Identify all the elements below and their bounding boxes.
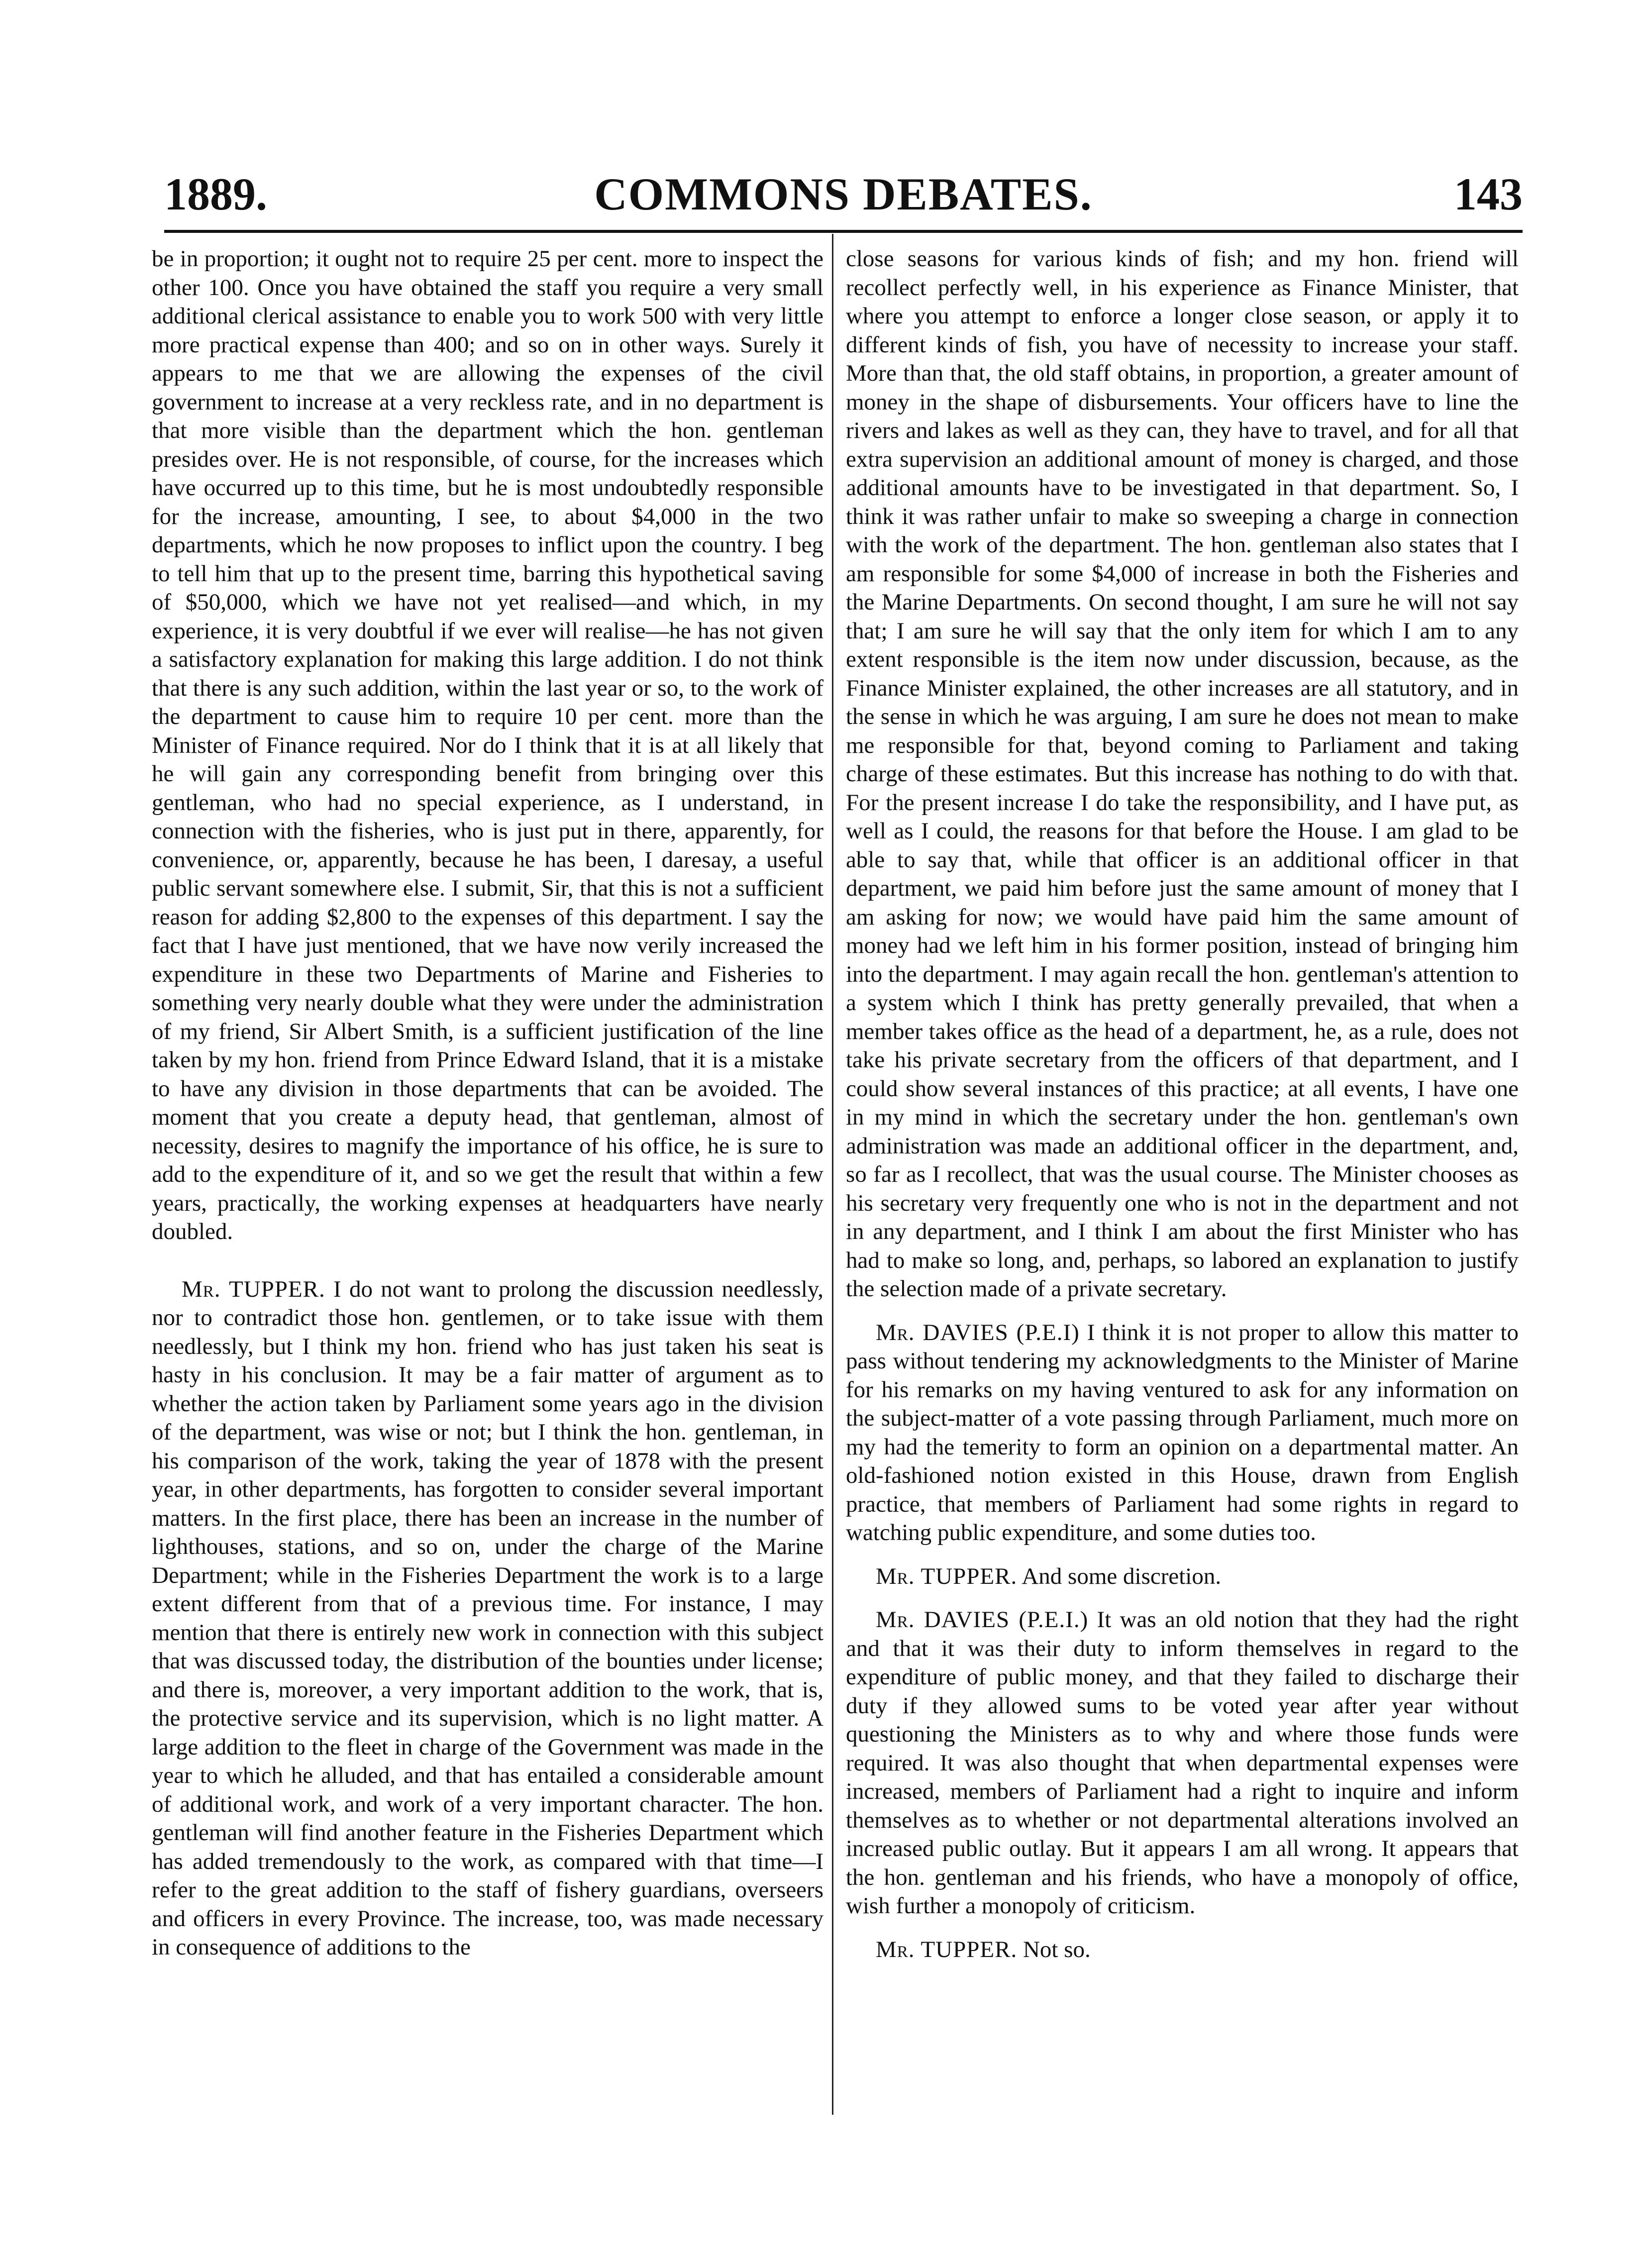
right-paragraph-4 <box>846 1606 1519 1921</box>
speaker-name: Mr. DAVIES (P.E.I) <box>876 1319 1080 1345</box>
page-header <box>164 164 1523 224</box>
header-rule <box>164 230 1523 233</box>
speaker-name: Mr. TUPPER. <box>182 1276 325 1302</box>
speaker-name: Mr. TUPPER. <box>876 1563 1018 1589</box>
right-paragraph-5 <box>846 1936 1519 1964</box>
speaker-name: Mr. TUPPER. <box>876 1936 1018 1962</box>
left-column <box>152 245 823 1962</box>
right-paragraph-2 <box>846 1319 1519 1547</box>
header-title: COMMONS DEBATES. <box>594 169 1093 219</box>
speech-text: Not so. <box>1017 1936 1091 1962</box>
speaker-name: Mr. DAVIES (P.E.I.) <box>876 1607 1089 1633</box>
left-paragraph-2 <box>152 1275 823 1962</box>
speech-text: I think it is not proper to allow this matter to pass without tendering my acknowledgments to the Minister of Marine for his remarks on my having ventured to ask for any information on the subject-matter of a vote passing through Parliament, much more on my had the temerity to form an opinion on a departmental matter. An old-fashioned notion existed in this House, drawn from English practice, that members of Parliament had some rights in regard to watching public expenditure, and some duties too. <box>846 1319 1519 1546</box>
right-column <box>846 245 1519 1964</box>
speech-text: I do not want to prolong the discussion needlessly, nor to contradict those hon. gentlemen, or to take issue with them needlessly, but I think my hon. friend who has just taken his seat is hasty in his conclusion. It may be a fair matter of argument as to whether the action taken by Parliament some years ago in the division of the department, was wise or not; but I think the hon. gentleman, in his comparison of the work, taking the year of 1878 with the present year, in other departments, has forgotten to consider several important matters. In the first place, there has been an increase in the number of lighthouses, stations, and so on, under the charge of the Marine Department; while in the Fisheries Department the work is to a large extent different from that of a previous time. For instance, I may mention that there is entirely new work in connection with this subject that was discussed today, the distribution of the bounties under license; and there is, moreover, a very important addition to the work, that is, the protective service and its supervision, which is no light matter. A large addition to the fleet in charge of the Government was made in the year to which he alluded, and that has entailed a considerable amount of additional work, and work of a very important character. The hon. gentleman will find another feature in the Fisheries Department which has added tremendously to the work, as compared with that time—I refer to the great addition to the staff of fishery guardians, overseers and officers in every Province. The increase, too, was made necessary in consequence of additions to the <box>152 1276 823 1960</box>
header-year: 1889. <box>164 169 267 219</box>
header-page-number: 143 <box>1454 169 1523 219</box>
right-paragraph-3 <box>846 1562 1519 1591</box>
left-paragraph-1: be in proportion; it ought not to require 25 per cent. more to inspect the other 100. Once you have obtained the staff you require a very small additional clerical assistance to enable you to work 500 with very little more practical expense than 400; and so on in other ways. Surely it appears to me that we are allowing the expenses of the civil government to increase at a very reckless rate, and in no department is that more visible than the department which the hon. gentleman presides over. He is not responsible, of course, for the increases which have occurred up to this time, but he is most undoubtedly responsible for the increase, amounting, I see, to about $4,000 in the two departments, which he now proposes to inflict upon the country. I beg to tell him that up to the present time, barring this hypothetical saving of $50,000, which we have not yet realised—and which, in my experience, it is very doubtful if we ever will realise—he has not given a satisfactory explanation for making this large addition. I do not think that there is any such addition, within the last year or so, to the work of the department to cause him to require 10 per cent. more than the Minister of Finance required. Nor do I think that it is at all likely that he will gain any corresponding benefit from bringing over this gentleman, who had no special experience, as I understand, in connection with the fisheries, who is just put in there, apparently, for convenience, or, apparently, because he has been, I daresay, a useful public servant somewhere else. I submit, Sir, that this is not a sufficient reason for adding $2,800 to the expenses of this department. I say the fact that I have just mentioned, that we have now verily increased the expenditure in these two Departments of Marine and Fisheries to something very nearly double what they were under the administration of my friend, Sir Albert Smith, is a sufficient justification of the line taken by my hon. friend from Prince Edward Island, that it is a mistake to have any division in those departments that can be avoided. The moment that you create a deputy head, that gentleman, almost of necessity, desires to magnify the importance of his office, he is sure to add to the expenditure of it, and so we get the result that within a few years, practically, the working expenses at headquarters have nearly doubled. <box>152 246 823 1244</box>
right-paragraph-1: close seasons for various kinds of fish; and my hon. friend will recollect perfectly well, in his experience as Finance Minister, that where you attempt to enforce a longer close season, or apply it to different kinds of fish, you have of necessity to increase your staff. More than that, the old staff obtains, in proportion, a greater amount of money in the shape of disbursements. Your officers have to line the rivers and lakes as well as they can, they have to travel, and for all that extra supervision an additional amount of money is charged, and those additional amounts have to be investigated in that department. So, I think it was rather unfair to make so sweeping a charge in connection with the work of the department. The hon. gentleman also states that I am responsible for some $4,000 of increase in both the Fisheries and the Marine Departments. On second thought, I am sure he will not say that; I am sure he will say that the only item for which I am to any extent responsible is the item now under discussion, because, as the Finance Minister explained, the other increases are all statutory, and in the sense in which he was arguing, I am sure he does not mean to make me responsible for that, beyond coming to Parliament and taking charge of these estimates. But this increase has nothing to do with that. For the present increase I do take the responsibility, and I have put, as well as I could, the reasons for that before the House. I am glad to be able to say that, while that officer is an additional officer in that department, we paid him before just the same amount of money that I am asking for now; we would have paid him the same amount of money had we left him in his former position, instead of bringing him into the department. I may again recall the hon. gentleman's attention to a system which I think has pretty generally prevailed, that when a member takes office as the head of a department, he, as a rule, does not take his private secretary from the officers of that department, and I could show several instances of this practice; at all events, I have one in my mind in which the secretary under the hon. gentleman's own administration was made an additional officer in the department, and, so far as I recollect, that was the usual course. The Minister chooses as his secretary very frequently one who is not in the department and not in any department, and I think I am about the first Minister who has had to make so long, and, perhaps, so labored an explanation to justify the selection made of a private secretary. <box>846 246 1519 1302</box>
speech-text: And some discretion. <box>1017 1563 1222 1589</box>
column-divider <box>832 234 833 2115</box>
speech-text: It was an old notion that they had the right and that it was their duty to inform themselves in regard to the expenditure of public money, and that they failed to discharge their duty if they allowed sums to be voted year after year without questioning the Ministers as to why and where those funds were required. It was also thought that when departmental expenses were increased, members of Parliament had a right to inquire and inform themselves as to whether or not departmental alterations involved an increased public outlay. But it appears I am all wrong. It appears that the hon. gentleman and his friends, who have a monopoly of office, wish further a monopoly of criticism. <box>846 1607 1519 1919</box>
